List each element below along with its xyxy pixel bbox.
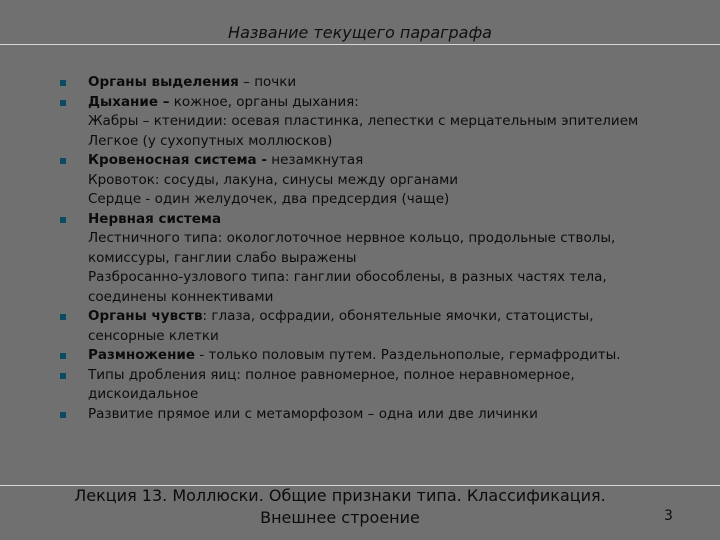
top-divider: [0, 44, 720, 45]
list-item: [60, 73, 700, 93]
square-bullet-icon: [60, 100, 66, 106]
list-item: [60, 405, 700, 425]
list-item-text: Типы дробления яиц: полное равномерное, полное неравномерное,: [88, 366, 575, 383]
list-item-bold: Органы чувств: [88, 308, 203, 324]
list-item-heading: [88, 151, 700, 171]
footer-line-2: Внешнее строение: [260, 508, 420, 527]
list-item-bold: Кровеносная система -: [88, 152, 267, 168]
square-bullet-icon: [60, 158, 66, 164]
list-item-line: Жабры – ктенидии: осевая пластинка, лепестки с мерцательным эпителием: [88, 113, 639, 129]
list-item-heading: [88, 346, 700, 366]
list-item: [60, 151, 700, 210]
list-item-line: Сердце - один желудочек, два предсердия (чаще): [88, 191, 450, 207]
list-item: [60, 210, 700, 308]
list-item-line: соединены коннективами: [88, 288, 274, 305]
list-item-bold: Нервная система: [88, 210, 222, 227]
list-item-text: кожное, органы дыхания:: [169, 93, 359, 110]
list-item-line: дискоидальное: [88, 386, 199, 402]
list-item: [60, 366, 700, 405]
list-item-text: : глаза, осфрадии, обонятельные ямочки, статоцисты,: [202, 308, 594, 324]
slide-title: Название текущего параграфа: [228, 23, 492, 42]
square-bullet-icon: [60, 80, 66, 86]
list-item: [60, 307, 700, 346]
list-item-line: Лестничного типа: окологлоточное нервное кольцо, продольные стволы,: [88, 230, 616, 246]
list-item: [60, 93, 700, 152]
list-item-line: комиссуры, ганглии слабо выражены: [88, 249, 357, 266]
page-number: 3: [664, 508, 673, 524]
square-bullet-icon: [60, 314, 66, 320]
square-bullet-icon: [60, 412, 66, 418]
list-item-heading: [88, 73, 700, 93]
list-item-bold: Органы выделения: [88, 74, 239, 90]
list-item-bold: Размножение: [88, 347, 196, 363]
square-bullet-icon: [60, 217, 66, 223]
list-item-text: - только половым путем. Раздельнополые, гермафродиты.: [195, 347, 621, 363]
list-item-heading: [88, 210, 700, 230]
list-item-heading: [88, 405, 700, 425]
footer-caption: [40, 485, 640, 529]
list-item-line: Легкое (у сухопутных моллюсков): [88, 132, 333, 149]
list-item-line: сенсорные клетки: [88, 327, 219, 344]
square-bullet-icon: [60, 353, 66, 359]
list-item-heading: [88, 366, 700, 386]
list-item-text: – почки: [238, 74, 297, 90]
list-item-text: Развитие прямое или с метаморфозом – одна или две личинки: [88, 405, 538, 422]
bullet-list: [60, 73, 700, 424]
list-item-text: незамкнутая: [266, 152, 364, 168]
list-item: [60, 346, 700, 366]
list-item-heading: [88, 93, 700, 113]
list-item-line: Разбросанно-узлового типа: ганглии обособлены, в разных частях тела,: [88, 269, 607, 285]
footer-line-1: Лекция 13. Моллюски. Общие признаки типа. Классификация.: [74, 486, 606, 505]
square-bullet-icon: [60, 373, 66, 379]
list-item-heading: [88, 307, 700, 327]
list-item-line: Кровоток: сосуды, лакуна, синусы между органами: [88, 171, 459, 188]
list-item-bold: Дыхание –: [88, 93, 170, 110]
